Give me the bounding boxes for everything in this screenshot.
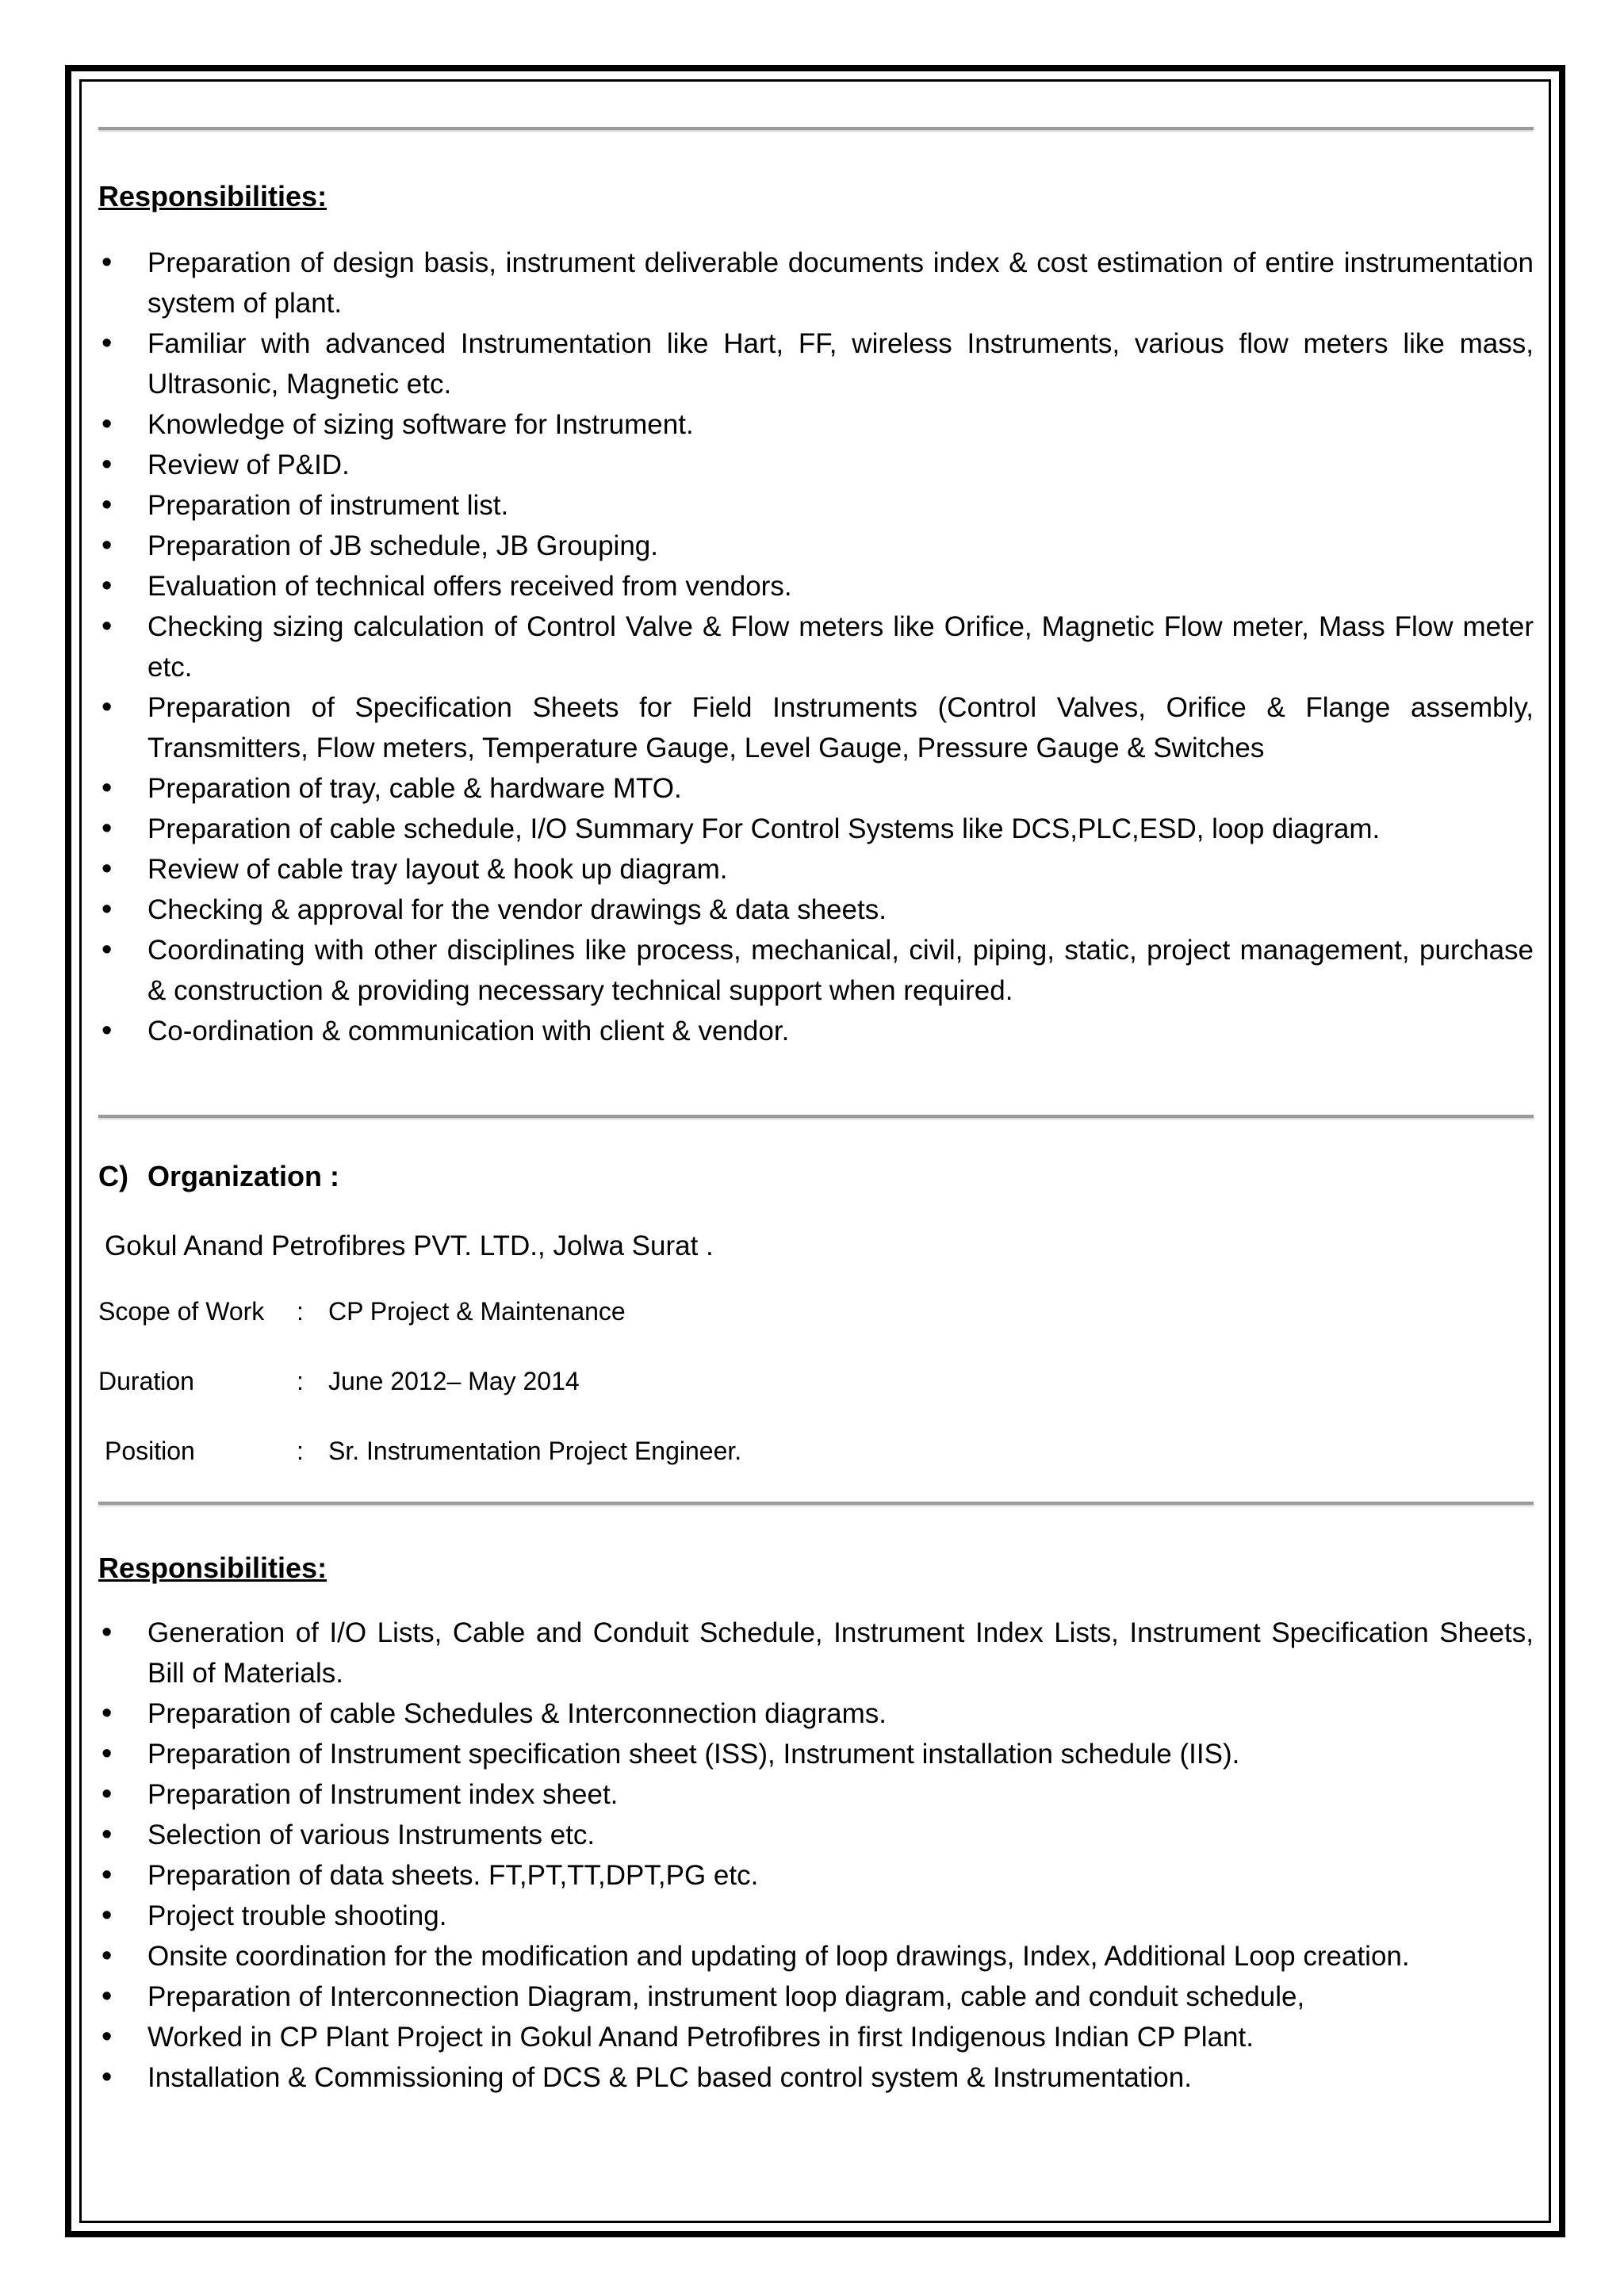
divider-bottom	[98, 1502, 1534, 1505]
list-item: • Co-ordination & communication with client & vendor.	[98, 1011, 1534, 1051]
duration-row	[98, 1365, 1534, 1397]
list-item: • Project trouble shooting.	[98, 1896, 1534, 1936]
organization-name: Gokul Anand Petrofibres PVT. LTD., Jolwa Surat .	[105, 1230, 714, 1261]
section-heading-responsibilities: Responsibilities:	[98, 180, 327, 212]
organization-heading	[98, 1159, 1534, 1194]
responsibilities-list	[98, 1613, 1534, 2098]
list-item: • Onsite coordination for the modification and updating of loop drawings, Index, Additional Loop creation.	[98, 1936, 1534, 1976]
list-item: • Generation of I/O Lists, Cable and Conduit Schedule, Instrument Index Lists, Instrument Specification Sheets, Bill of Materials.	[98, 1613, 1534, 1693]
list-item: • Preparation of tray, cable & hardware MTO.	[98, 768, 1534, 809]
duration-value: June 2012– May 2014	[328, 1367, 580, 1395]
list-item: • Evaluation of technical offers received from vendors.	[98, 566, 1534, 607]
list-item: • Worked in CP Plant Project in Gokul Anand Petrofibres in first Indigenous Indian CP Plant.	[98, 2017, 1534, 2057]
position-label: Position	[105, 1437, 195, 1465]
list-item: • Familiar with advanced Instrumentation like Hart, FF, wireless Instruments, various flow meters like mass, Ultrasonic, Magnetic etc.	[98, 323, 1534, 404]
list-item: • Coordinating with other disciplines like process, mechanical, civil, piping, static, project management, purchase & construction & providing necessary technical support when required.	[98, 930, 1534, 1011]
divider-top	[98, 127, 1534, 130]
position-row	[98, 1435, 1534, 1467]
colon: :	[297, 1437, 304, 1465]
list-item: • Preparation of JB schedule, JB Grouping.	[98, 526, 1534, 566]
list-item: • Checking & approval for the vendor drawings & data sheets.	[98, 890, 1534, 930]
list-item: • Selection of various Instruments etc.	[98, 1815, 1534, 1855]
colon: :	[297, 1367, 304, 1395]
organization-title: Organization :	[147, 1160, 339, 1192]
position-value: Sr. Instrumentation Project Engineer.	[328, 1437, 742, 1465]
list-item: • Preparation of Interconnection Diagram, instrument loop diagram, cable and conduit schedule,	[98, 1976, 1534, 2017]
scope-label: Scope of Work	[98, 1297, 265, 1326]
divider-middle	[98, 1115, 1534, 1118]
duration-label: Duration	[98, 1367, 194, 1395]
list-item: • Preparation of instrument list.	[98, 485, 1534, 526]
list-item: • Knowledge of sizing software for Instrument.	[98, 404, 1534, 445]
document-body	[98, 119, 1534, 2098]
organization-letter: C)	[98, 1160, 128, 1192]
section-heading-responsibilities: Responsibilities:	[98, 1552, 327, 1584]
list-item: • Preparation of cable schedule, I/O Summary For Control Systems like DCS,PLC,ESD, loop diagram.	[98, 809, 1534, 849]
scope-value: CP Project & Maintenance	[328, 1297, 626, 1326]
list-item: • Review of cable tray layout & hook up diagram.	[98, 849, 1534, 890]
list-item: • Preparation of Instrument index sheet.	[98, 1774, 1534, 1815]
list-item: • Preparation of cable Schedules & Interconnection diagrams.	[98, 1693, 1534, 1734]
list-item: • Preparation of design basis, instrument deliverable documents index & cost estimation of entire instrumentation system of plant.	[98, 243, 1534, 323]
list-item: • Checking sizing calculation of Control Valve & Flow meters like Orifice, Magnetic Flow meter, Mass Flow meter etc.	[98, 607, 1534, 687]
colon: :	[297, 1297, 304, 1326]
list-item: • Preparation of data sheets. FT,PT,TT,DPT,PG etc.	[98, 1855, 1534, 1896]
responsibilities-list	[98, 243, 1534, 1051]
list-item: • Installation & Commissioning of DCS & PLC based control system & Instrumentation.	[98, 2057, 1534, 2098]
list-item: • Review of P&ID.	[98, 445, 1534, 485]
list-item: • Preparation of Instrument specification sheet (ISS), Instrument installation schedule (IIS).	[98, 1734, 1534, 1774]
list-item: • Preparation of Specification Sheets for Field Instruments (Control Valves, Orifice & Flange assembly, Transmitters, Flow meters, Temperature Gauge, Level Gauge, Pressure Gauge & Switches	[98, 687, 1534, 768]
scope-row	[98, 1295, 1534, 1327]
